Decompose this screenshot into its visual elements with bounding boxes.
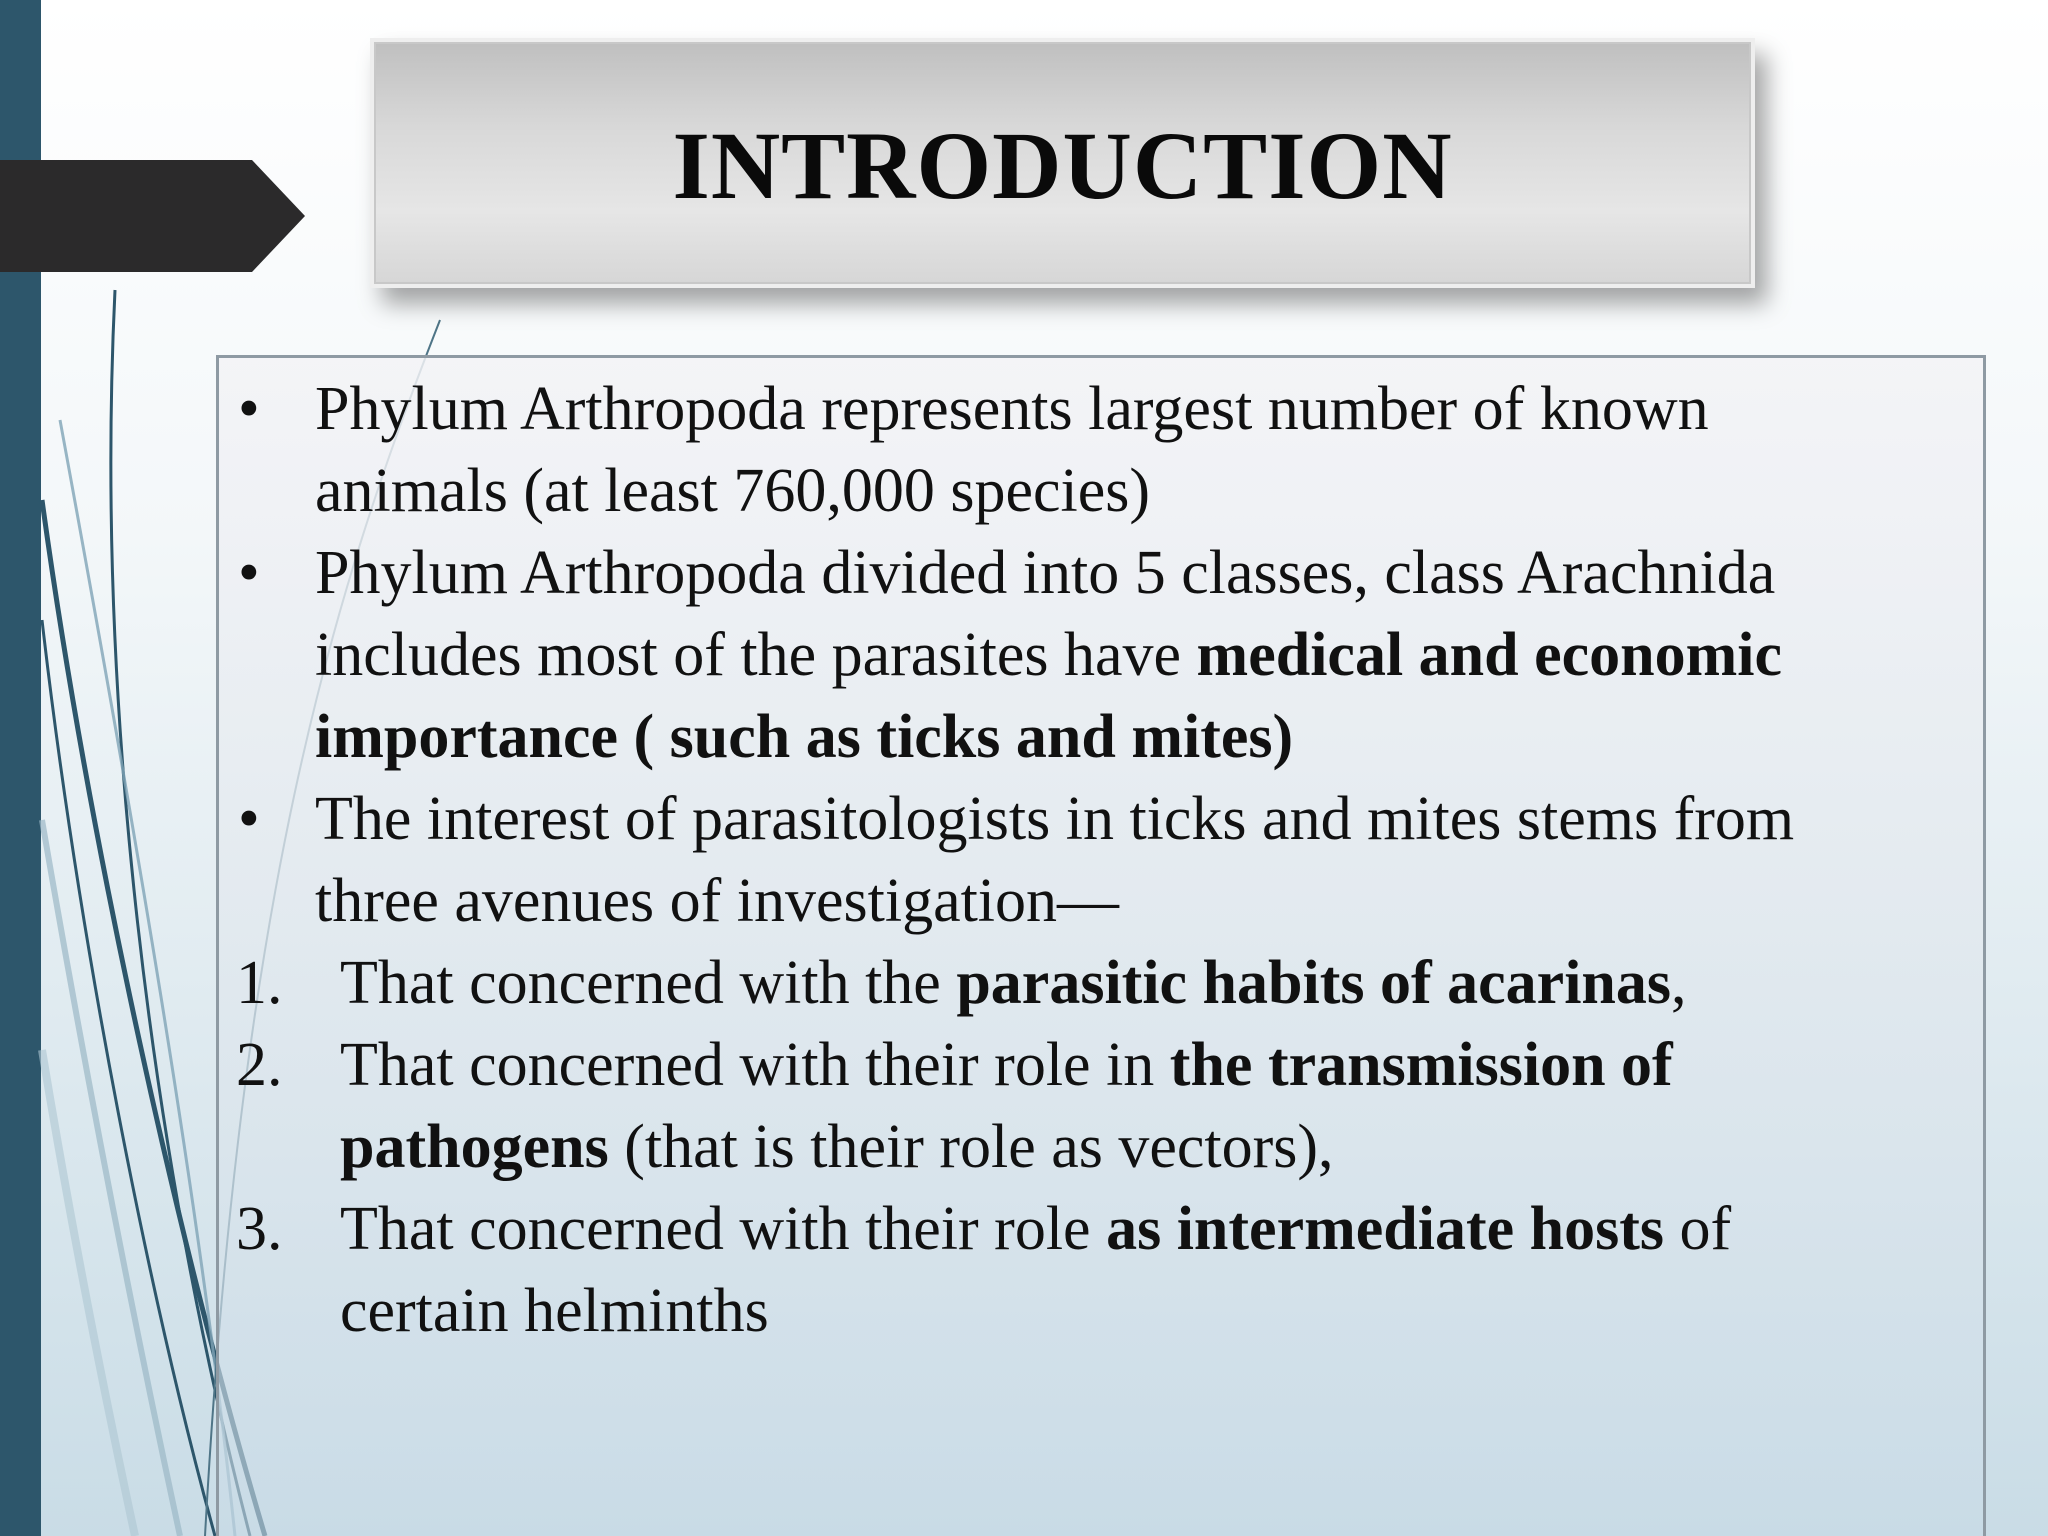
bold-phrase: importance ( such as ticks and mites): [315, 703, 1294, 771]
bullet-text: Phylum Arthropoda represents largest number of known: [315, 375, 1709, 443]
numbered-item-2-line-2: [0, 1106, 2048, 1188]
bullet-text: three avenues of investigation—: [315, 867, 1120, 935]
bullet-3-line-1: [0, 778, 2048, 860]
bold-phrase: parasitic habits of acarinas: [956, 949, 1672, 1017]
numbered-item-3-line-2: [0, 1270, 2048, 1352]
numbered-text: That concerned with their role in the transmission of: [340, 1031, 1673, 1099]
numbered-text: That concerned with the parasitic habits of acarinas,: [340, 949, 1687, 1017]
numbered-text: pathogens (that is their role as vectors),: [340, 1113, 1334, 1181]
numbered-text: That concerned with their role as intermediate hosts of: [340, 1195, 1732, 1263]
numbered-text: certain helminths: [340, 1277, 769, 1345]
bullet-text: The interest of parasitologists in ticks and mites stems from: [315, 785, 1795, 853]
bullet-text: Phylum Arthropoda divided into 5 classes, class Arachnida: [315, 539, 1776, 607]
slide-body: [0, 368, 2048, 1352]
page-title: INTRODUCTION: [672, 112, 1453, 219]
bullet-text: animals (at least 760,000 species): [315, 457, 1151, 525]
bullet-text: [315, 696, 1293, 778]
bold-phrase: the transmission of: [1169, 1031, 1673, 1099]
bullet-marker: •: [238, 785, 260, 853]
bullet-marker: •: [238, 539, 260, 607]
bullet-3-line-2: [0, 860, 2048, 942]
bullet-text: includes most of the parasites have medical and economic: [315, 621, 1783, 689]
bullet-1-line-2: [0, 450, 2048, 532]
number-marker: 3.: [236, 1195, 283, 1263]
bold-phrase: as intermediate hosts: [1106, 1195, 1665, 1263]
bold-phrase: pathogens: [340, 1113, 609, 1181]
bullet-2-line-2: [0, 614, 2048, 696]
bullet-1-line-1: [0, 368, 2048, 450]
bullet-marker: •: [238, 375, 260, 443]
numbered-item-1-line-1: [0, 942, 2048, 1024]
bold-phrase: medical and economic: [1196, 621, 1783, 689]
bullet-2-line-3: [0, 696, 2048, 778]
numbered-item-3-line-1: [0, 1188, 2048, 1270]
bullet-2-line-1: [0, 532, 2048, 614]
number-marker: 1.: [236, 949, 283, 1017]
title-banner: [370, 38, 1755, 288]
number-marker: 2.: [236, 1031, 283, 1099]
numbered-item-2-line-1: [0, 1024, 2048, 1106]
arrow-tab: [0, 160, 305, 272]
